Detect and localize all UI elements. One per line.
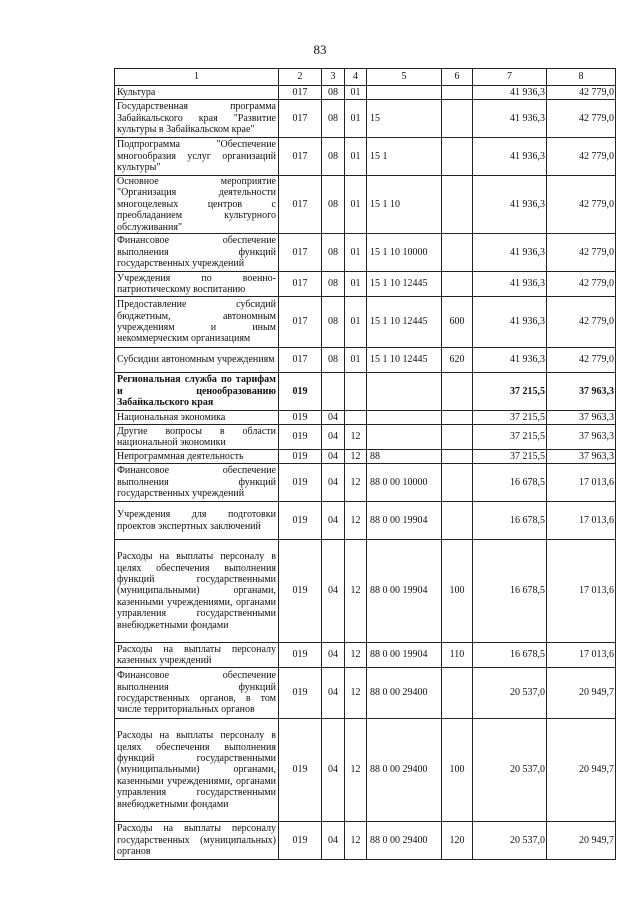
subsection-code-cell: 12 xyxy=(345,502,367,540)
expense-type-cell: 100 xyxy=(442,719,473,822)
subsection-code-cell: 12 xyxy=(345,425,367,450)
amount-year2-cell: 42 779,0 xyxy=(547,234,616,272)
target-article-cell xyxy=(367,373,442,411)
subsection-code-cell: 01 xyxy=(345,176,367,234)
amount-year1-cell: 37 215,5 xyxy=(473,411,547,425)
section-code-cell: 08 xyxy=(322,348,345,373)
target-article-cell: 15 1 10 12445 xyxy=(367,297,442,348)
amount-year1-cell: 41 936,3 xyxy=(473,272,547,297)
target-article-cell: 88 0 00 29400 xyxy=(367,719,442,822)
amount-year2-cell: 37 963,3 xyxy=(547,373,616,411)
budget-table xyxy=(114,68,616,860)
amount-year1-cell: 16 678,5 xyxy=(473,502,547,540)
subsection-code-cell xyxy=(345,411,367,425)
admin-code-cell: 019 xyxy=(279,668,322,719)
admin-code-cell: 019 xyxy=(279,373,322,411)
amount-year2-cell: 42 779,0 xyxy=(547,100,616,138)
section-code-cell: 04 xyxy=(322,540,345,643)
expense-type-cell: 600 xyxy=(442,297,473,348)
column-header: 2 xyxy=(279,69,322,86)
admin-code-cell: 017 xyxy=(279,272,322,297)
row-name-cell: Предоставление субсидий бюджетным, автономным учреждениям и иным некоммерческим организациям xyxy=(115,297,279,348)
target-article-cell: 88 xyxy=(367,450,442,464)
admin-code-cell: 019 xyxy=(279,719,322,822)
amount-year2-cell: 42 779,0 xyxy=(547,348,616,373)
row-name-cell: Финансовое обеспечение выполнения функций государственных учреждений xyxy=(115,464,279,502)
admin-code-cell: 017 xyxy=(279,348,322,373)
admin-code-cell: 019 xyxy=(279,464,322,502)
amount-year2-cell: 17 013,6 xyxy=(547,502,616,540)
subsection-code-cell: 01 xyxy=(345,348,367,373)
subsection-code-cell xyxy=(345,373,367,411)
admin-code-cell: 017 xyxy=(279,100,322,138)
row-name-cell: Основное мероприятие "Организация деятельности многоцелевых центров с преобладанием культурного обслуживания" xyxy=(115,176,279,234)
table-row xyxy=(115,138,616,176)
subsection-code-cell: 01 xyxy=(345,272,367,297)
target-article-cell: 88 0 00 10000 xyxy=(367,464,442,502)
subsection-code-cell: 12 xyxy=(345,668,367,719)
section-code-cell: 08 xyxy=(322,138,345,176)
expense-type-cell xyxy=(442,425,473,450)
target-article-cell xyxy=(367,425,442,450)
header-row xyxy=(115,69,616,86)
expense-type-cell xyxy=(442,100,473,138)
table-row xyxy=(115,540,616,643)
section-code-cell: 08 xyxy=(322,86,345,100)
admin-code-cell: 017 xyxy=(279,234,322,272)
section-code-cell: 04 xyxy=(322,822,345,860)
expense-type-cell xyxy=(442,373,473,411)
amount-year2-cell: 42 779,0 xyxy=(547,272,616,297)
subsection-code-cell: 12 xyxy=(345,822,367,860)
target-article-cell: 15 1 xyxy=(367,138,442,176)
amount-year2-cell: 17 013,6 xyxy=(547,643,616,668)
amount-year2-cell: 37 963,3 xyxy=(547,425,616,450)
expense-type-cell: 110 xyxy=(442,643,473,668)
amount-year1-cell: 41 936,3 xyxy=(473,86,547,100)
amount-year1-cell: 37 215,5 xyxy=(473,425,547,450)
row-name-cell: Расходы на выплаты персоналу в целях обеспечения выполнения функций государственными (муниципальными) органами, казенными учреждениями, органами управления государственными внебюджетными фондами xyxy=(115,540,279,643)
row-name-cell: Государственная программа Забайкальского края "Развитие культуры в Забайкальском крае" xyxy=(115,100,279,138)
amount-year2-cell: 42 779,0 xyxy=(547,297,616,348)
amount-year2-cell: 42 779,0 xyxy=(547,176,616,234)
row-name-cell: Учреждения по военно-патриотическому воспитанию xyxy=(115,272,279,297)
section-code-cell: 04 xyxy=(322,450,345,464)
subsection-code-cell: 12 xyxy=(345,540,367,643)
section-code-cell: 08 xyxy=(322,272,345,297)
section-code-cell xyxy=(322,373,345,411)
target-article-cell: 88 0 00 29400 xyxy=(367,668,442,719)
expense-type-cell xyxy=(442,668,473,719)
expense-type-cell: 100 xyxy=(442,540,473,643)
subsection-code-cell: 01 xyxy=(345,86,367,100)
amount-year2-cell: 17 013,6 xyxy=(547,540,616,643)
admin-code-cell: 017 xyxy=(279,86,322,100)
section-code-cell: 04 xyxy=(322,502,345,540)
amount-year1-cell: 16 678,5 xyxy=(473,464,547,502)
admin-code-cell: 019 xyxy=(279,411,322,425)
row-name-cell: Региональная служба по тарифам и ценообразованию Забайкальского края xyxy=(115,373,279,411)
target-article-cell xyxy=(367,86,442,100)
amount-year1-cell: 41 936,3 xyxy=(473,176,547,234)
table-row xyxy=(115,464,616,502)
table-body xyxy=(115,86,616,860)
amount-year1-cell: 41 936,3 xyxy=(473,100,547,138)
table-row xyxy=(115,100,616,138)
amount-year2-cell: 37 963,3 xyxy=(547,411,616,425)
amount-year1-cell: 20 537,0 xyxy=(473,668,547,719)
expense-type-cell xyxy=(442,138,473,176)
subsection-code-cell: 12 xyxy=(345,450,367,464)
expense-type-cell xyxy=(442,176,473,234)
expense-type-cell xyxy=(442,234,473,272)
section-code-cell: 04 xyxy=(322,411,345,425)
amount-year1-cell: 41 936,3 xyxy=(473,297,547,348)
row-name-cell: Финансовое обеспечение выполнения функций государственных органов, в том числе территориальных органов xyxy=(115,668,279,719)
row-name-cell: Расходы на выплаты персоналу казенных учреждений xyxy=(115,643,279,668)
column-header: 6 xyxy=(442,69,473,86)
subsection-code-cell: 01 xyxy=(345,297,367,348)
target-article-cell: 88 0 00 29400 xyxy=(367,822,442,860)
subsection-code-cell: 12 xyxy=(345,643,367,668)
amount-year2-cell: 17 013,6 xyxy=(547,464,616,502)
section-code-cell: 04 xyxy=(322,719,345,822)
table-row xyxy=(115,176,616,234)
expense-type-cell: 620 xyxy=(442,348,473,373)
target-article-cell xyxy=(367,411,442,425)
row-name-cell: Национальная экономика xyxy=(115,411,279,425)
expense-type-cell xyxy=(442,450,473,464)
admin-code-cell: 019 xyxy=(279,450,322,464)
target-article-cell: 15 1 10 10000 xyxy=(367,234,442,272)
subsection-code-cell: 12 xyxy=(345,464,367,502)
column-header: 8 xyxy=(547,69,616,86)
row-name-cell: Субсидии автономным учреждениям xyxy=(115,348,279,373)
amount-year1-cell: 41 936,3 xyxy=(473,138,547,176)
table-row xyxy=(115,425,616,450)
subsection-code-cell: 01 xyxy=(345,234,367,272)
expense-type-cell: 120 xyxy=(442,822,473,860)
column-header: 3 xyxy=(322,69,345,86)
admin-code-cell: 017 xyxy=(279,297,322,348)
subsection-code-cell: 01 xyxy=(345,138,367,176)
target-article-cell: 88 0 00 19904 xyxy=(367,540,442,643)
amount-year2-cell: 20 949,7 xyxy=(547,668,616,719)
table-row xyxy=(115,719,616,822)
table-row xyxy=(115,668,616,719)
admin-code-cell: 019 xyxy=(279,822,322,860)
expense-type-cell xyxy=(442,502,473,540)
section-code-cell: 08 xyxy=(322,176,345,234)
table-row xyxy=(115,822,616,860)
admin-code-cell: 017 xyxy=(279,138,322,176)
admin-code-cell: 019 xyxy=(279,502,322,540)
table-row xyxy=(115,297,616,348)
table-row xyxy=(115,373,616,411)
row-name-cell: Учреждения для подготовки проектов экспертных заключений xyxy=(115,502,279,540)
amount-year1-cell: 41 936,3 xyxy=(473,234,547,272)
row-name-cell: Расходы на выплаты персоналу государственных (муниципальных) органов xyxy=(115,822,279,860)
column-header: 5 xyxy=(367,69,442,86)
section-code-cell: 04 xyxy=(322,464,345,502)
table-row xyxy=(115,86,616,100)
target-article-cell: 88 0 00 19904 xyxy=(367,502,442,540)
admin-code-cell: 019 xyxy=(279,540,322,643)
table-row xyxy=(115,502,616,540)
table-row xyxy=(115,450,616,464)
target-article-cell: 88 0 00 19904 xyxy=(367,643,442,668)
section-code-cell: 04 xyxy=(322,668,345,719)
column-header: 7 xyxy=(473,69,547,86)
amount-year2-cell: 37 963,3 xyxy=(547,450,616,464)
row-name-cell: Культура xyxy=(115,86,279,100)
admin-code-cell: 019 xyxy=(279,643,322,668)
admin-code-cell: 019 xyxy=(279,425,322,450)
row-name-cell: Финансовое обеспечение выполнения функций государственных учреждений xyxy=(115,234,279,272)
amount-year1-cell: 20 537,0 xyxy=(473,822,547,860)
row-name-cell: Непрограммная деятельность xyxy=(115,450,279,464)
section-code-cell: 04 xyxy=(322,425,345,450)
amount-year1-cell: 37 215,5 xyxy=(473,450,547,464)
table-row xyxy=(115,272,616,297)
target-article-cell: 15 1 10 12445 xyxy=(367,272,442,297)
table-row xyxy=(115,234,616,272)
section-code-cell: 04 xyxy=(322,643,345,668)
row-name-cell: Расходы на выплаты персоналу в целях обеспечения выполнения функций государственными (муниципальными) органами, казенными учреждениями, органами управления государственными внебюджетными фондами xyxy=(115,719,279,822)
table-row xyxy=(115,411,616,425)
subsection-code-cell: 12 xyxy=(345,719,367,822)
target-article-cell: 15 xyxy=(367,100,442,138)
section-code-cell: 08 xyxy=(322,100,345,138)
amount-year1-cell: 41 936,3 xyxy=(473,348,547,373)
expense-type-cell xyxy=(442,411,473,425)
target-article-cell: 15 1 10 xyxy=(367,176,442,234)
amount-year2-cell: 20 949,7 xyxy=(547,719,616,822)
amount-year2-cell: 42 779,0 xyxy=(547,138,616,176)
section-code-cell: 08 xyxy=(322,297,345,348)
amount-year1-cell: 16 678,5 xyxy=(473,540,547,643)
table-row xyxy=(115,348,616,373)
amount-year1-cell: 16 678,5 xyxy=(473,643,547,668)
admin-code-cell: 017 xyxy=(279,176,322,234)
section-code-cell: 08 xyxy=(322,234,345,272)
page-number: 83 xyxy=(313,42,327,57)
row-name-cell: Подпрограмма "Обеспечение многообразия услуг организаций культуры" xyxy=(115,138,279,176)
amount-year1-cell: 37 215,5 xyxy=(473,373,547,411)
target-article-cell: 15 1 10 12445 xyxy=(367,348,442,373)
expense-type-cell xyxy=(442,272,473,297)
expense-type-cell xyxy=(442,464,473,502)
subsection-code-cell: 01 xyxy=(345,100,367,138)
table-row xyxy=(115,643,616,668)
amount-year1-cell: 20 537,0 xyxy=(473,719,547,822)
amount-year2-cell: 42 779,0 xyxy=(547,86,616,100)
expense-type-cell xyxy=(442,86,473,100)
amount-year2-cell: 20 949,7 xyxy=(547,822,616,860)
column-header: 1 xyxy=(115,69,279,86)
row-name-cell: Другие вопросы в области национальной экономики xyxy=(115,425,279,450)
column-header: 4 xyxy=(345,69,367,86)
